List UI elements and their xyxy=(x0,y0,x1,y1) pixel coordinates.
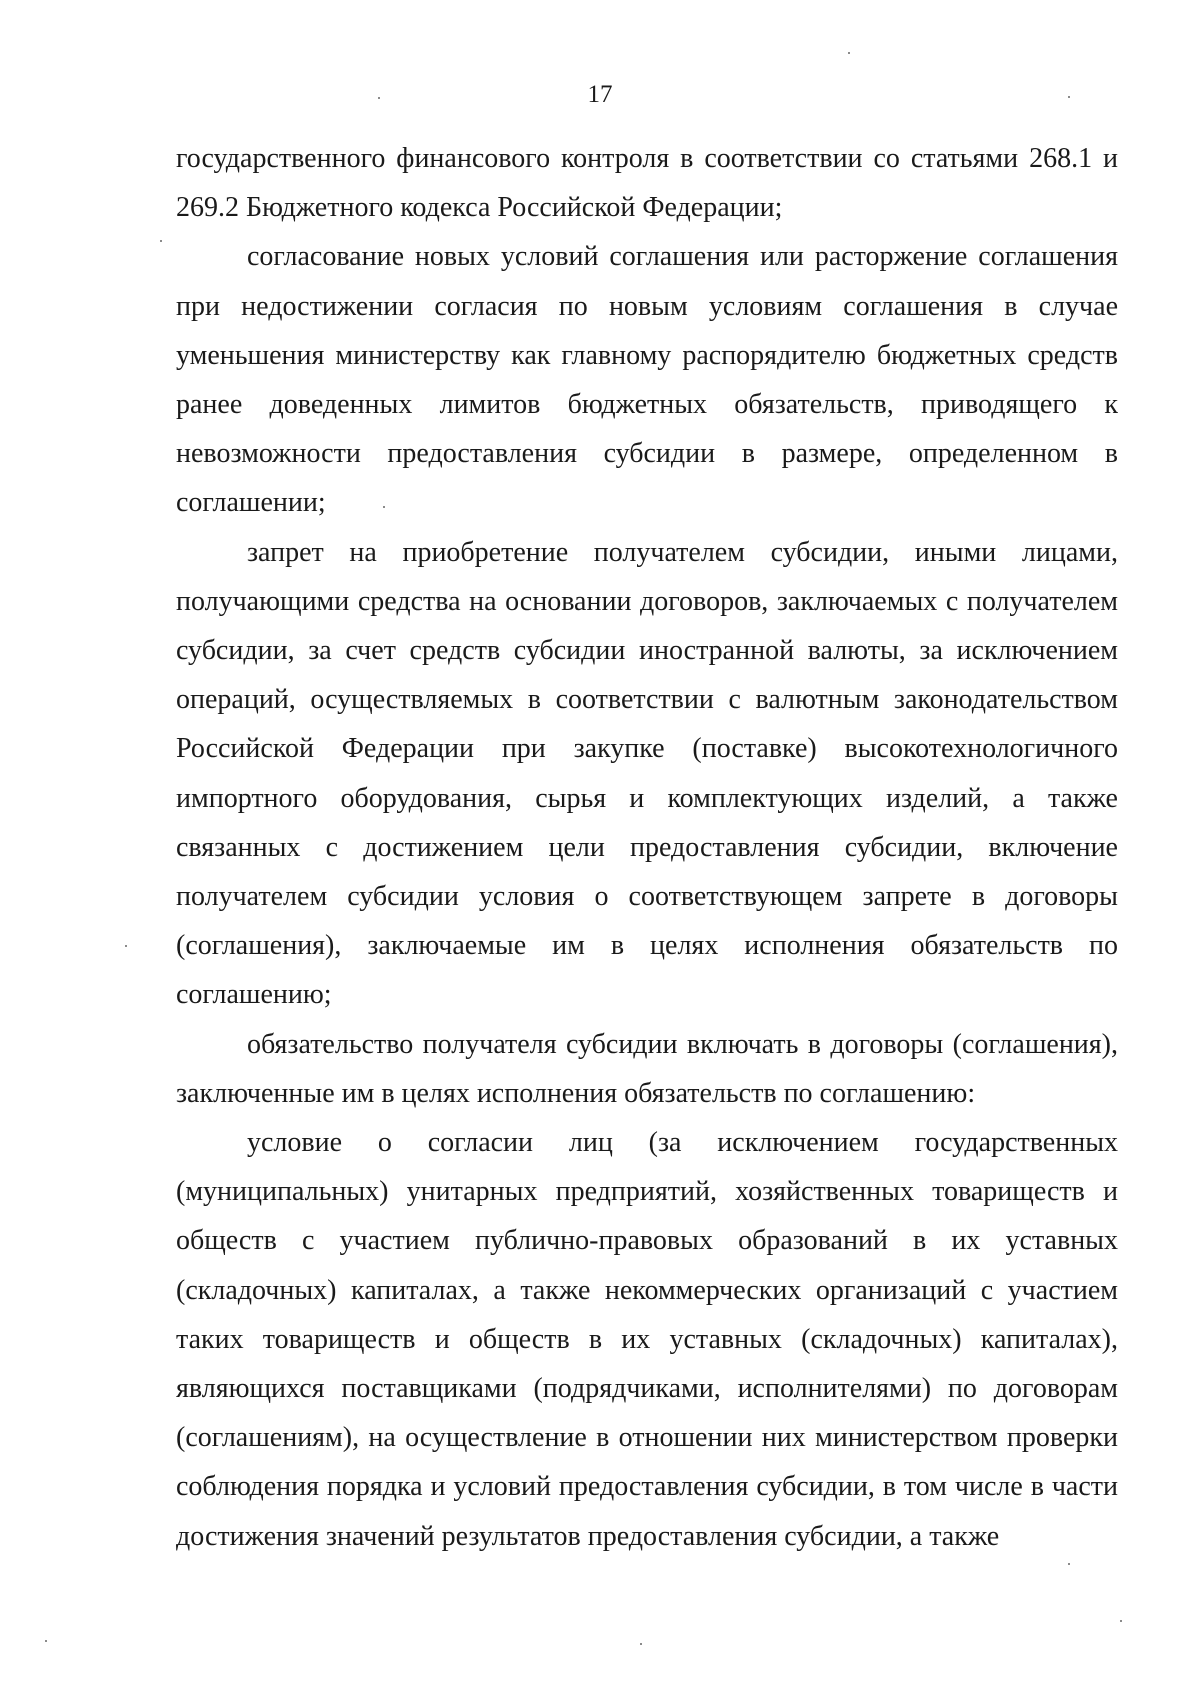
page-number: 17 xyxy=(587,81,613,108)
paragraph-currency-ban: запрет на приобретение получателем субсидии, иными лицами, получающими средства на основании договоров, заключаемых с получателем субсидии, за счет средств субсидии иностранной валюты, за исключением операций, осуществляемых в соответствии с валютным законодательством Российской Федерации при закупке (поставке) высокотехнологичного импортного оборудования, сырья и комплектующих изделий, а также связанных с достижением цели предоставления субсидии, включение получателем субсидии условия о соответствующем запрете в договоры (соглашения), заключаемые им в целях исполнения обязательств по соглашению; xyxy=(176,536,1118,1011)
scan-speck xyxy=(848,52,850,54)
paragraph-agreement-terms: согласование новых условий соглашения или расторжение соглашения при недостижении согласия по новым условиям соглашения в случае уменьшения министерству как главному распорядителю бюджетных средств ранее доведенных лимитов бюджетных обязательств, приводящего к невозможности предоставления субсидии в размере, определенном в соглашении; xyxy=(176,241,1118,519)
scan-speck xyxy=(378,97,380,99)
scan-speck xyxy=(640,1643,642,1645)
scan-speck xyxy=(383,506,385,508)
paragraph-consent-condition: условие о согласии лиц (за исключением государственных (муниципальных) унитарных предприятий, хозяйственных товариществ и обществ с участием публично-правовых образований в их уставных (складочных) капиталах, а также некоммерческих организаций с участием таких товариществ и обществ в их уставных (складочных) капиталах), являющихся поставщиками (подрядчиками, исполнителями) по договорам (соглашениям), на осуществление в отношении них министерством проверки соблюдения порядка и условий предоставления субсидии, в том числе в части достижения значений результатов предоставления субсидии, а также xyxy=(176,1127,1118,1552)
scan-speck xyxy=(45,1640,47,1642)
scan-speck xyxy=(160,240,162,242)
scan-speck xyxy=(125,945,127,947)
scan-speck xyxy=(1120,1620,1122,1622)
scan-speck xyxy=(1068,1563,1070,1565)
scan-speck xyxy=(1068,96,1070,98)
paragraph-recipient-obligation: обязательство получателя субсидии включать в договоры (соглашения), заключенные им в целях исполнения обязательств по соглашению: xyxy=(176,1028,1118,1109)
document-body xyxy=(176,134,1118,1561)
paragraph-control-continuation: государственного финансового контроля в соответствии со статьями 268.1 и 269.2 Бюджетного кодекса Российской Федерации; xyxy=(176,143,1118,224)
